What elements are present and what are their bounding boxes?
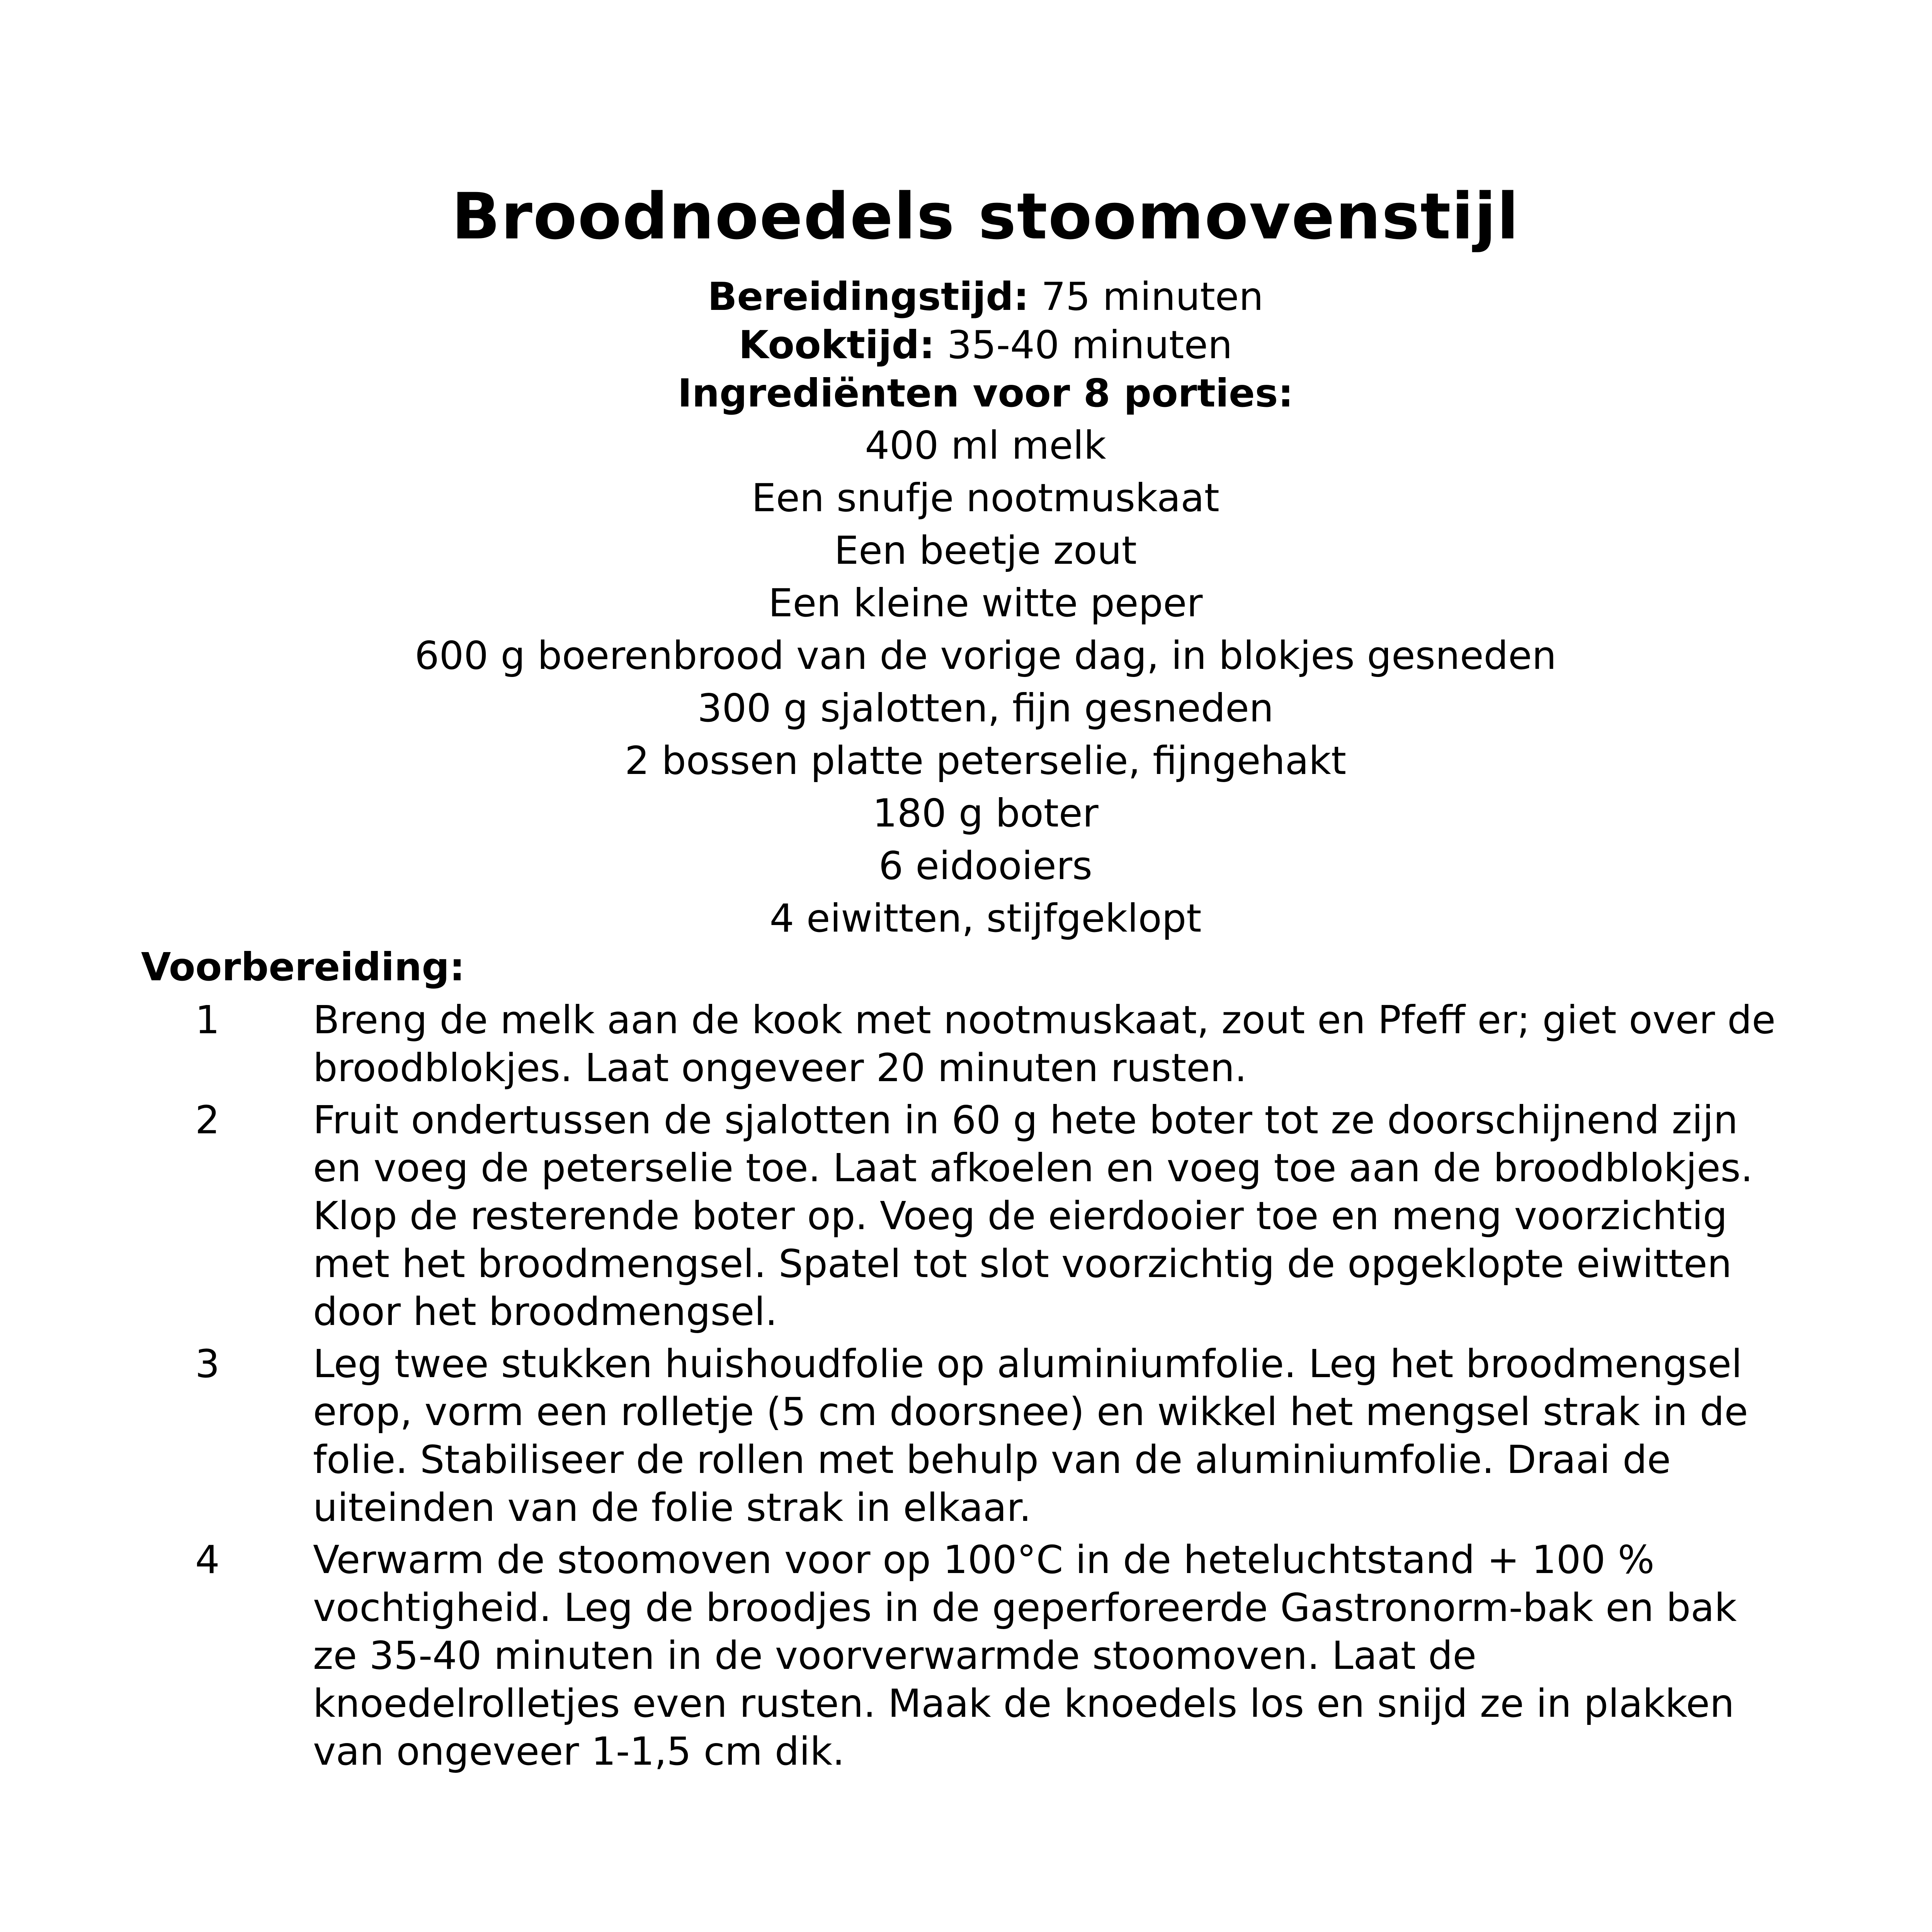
cook-time bbox=[0, 321, 1932, 369]
ingredients-heading-text: Ingrediënten voor 8 porties: bbox=[677, 371, 1294, 416]
prep-time bbox=[0, 272, 1932, 321]
step-number: 2 bbox=[195, 1097, 220, 1143]
preparation-step bbox=[0, 1536, 1932, 1776]
preparation-heading: Voorbereiding: bbox=[141, 944, 465, 990]
preparation-steps bbox=[0, 996, 1932, 1780]
ingredient-item: 600 g boerenbrood van de vorige dag, in blokjes gesneden bbox=[414, 633, 1557, 678]
ingredients-heading bbox=[0, 369, 1932, 417]
step-text: Verwarm de stoomoven voor op 100°C in de heteluchtstand + 100 % vochtigheid. Leg de broodjes in de geperforeerde Gastronorm-bak en bak ze 35-40 minuten in de voorverwarmde stoomoven. Laat de knoedelrolletjes even rusten. Maak de knoedels los en snijd ze in plakken van ongeveer 1-1,5 cm dik. bbox=[313, 1537, 1737, 1774]
ingredient-item: Een kleine witte peper bbox=[768, 580, 1203, 626]
ingredient-item: 6 eidooiers bbox=[878, 843, 1093, 888]
cook-time-value: 35-40 minuten bbox=[947, 322, 1233, 367]
step-text: Leg twee stukken huishoudfolie op aluminiumfolie. Leg het broodmengsel erop, vorm een rolletje (5 cm doorsnee) en wikkel het mengsel strak in de folie. Stabiliseer de rollen met behulp van de aluminiumfolie. Draai de uiteinden van de folie strak in elkaar. bbox=[313, 1341, 1748, 1530]
ingredient-item: Een beetje zout bbox=[834, 528, 1137, 573]
step-number: 4 bbox=[195, 1537, 220, 1582]
ingredient-item: 4 eiwitten, stijfgeklopt bbox=[769, 896, 1202, 941]
preparation-step bbox=[0, 1340, 1932, 1532]
ingredient-item: 180 g boter bbox=[872, 791, 1099, 836]
step-text: Fruit ondertussen de sjalotten in 60 g hete boter tot ze doorschijnend zijn en voeg de peterselie toe. Laat afkoelen en voeg toe aan de broodblokjes. Klop de resterende boter op. Voeg de eierdooier toe en meng voorzichtig met het broodmengsel. Spatel tot slot voorzichtig de opgeklopte eiwitten door het broodmengsel. bbox=[313, 1097, 1753, 1334]
recipe-meta bbox=[0, 272, 1932, 417]
cook-time-label: Kooktijd: bbox=[738, 322, 935, 367]
prep-time-label: Bereidingstijd: bbox=[707, 274, 1029, 319]
step-text: Breng de melk aan de kook met nootmuskaat, zout en Pfeff er; giet over de broodblokjes. Laat ongeveer 20 minuten rusten. bbox=[313, 997, 1776, 1090]
recipe-title: Broodnoedels stoomovenstijl bbox=[451, 179, 1520, 253]
step-number: 1 bbox=[195, 997, 220, 1043]
ingredients-list bbox=[0, 419, 1932, 945]
ingredient-item: Een snufje nootmuskaat bbox=[752, 475, 1219, 520]
ingredient-item: 2 bossen platte peterselie, fijngehakt bbox=[624, 738, 1347, 783]
prep-time-value: 75 minuten bbox=[1041, 274, 1264, 319]
preparation-step bbox=[0, 1096, 1932, 1336]
preparation-step bbox=[0, 996, 1932, 1092]
step-number: 3 bbox=[195, 1341, 220, 1386]
ingredient-item: 300 g sjalotten, fijn gesneden bbox=[697, 685, 1274, 731]
ingredient-item: 400 ml melk bbox=[865, 423, 1106, 468]
